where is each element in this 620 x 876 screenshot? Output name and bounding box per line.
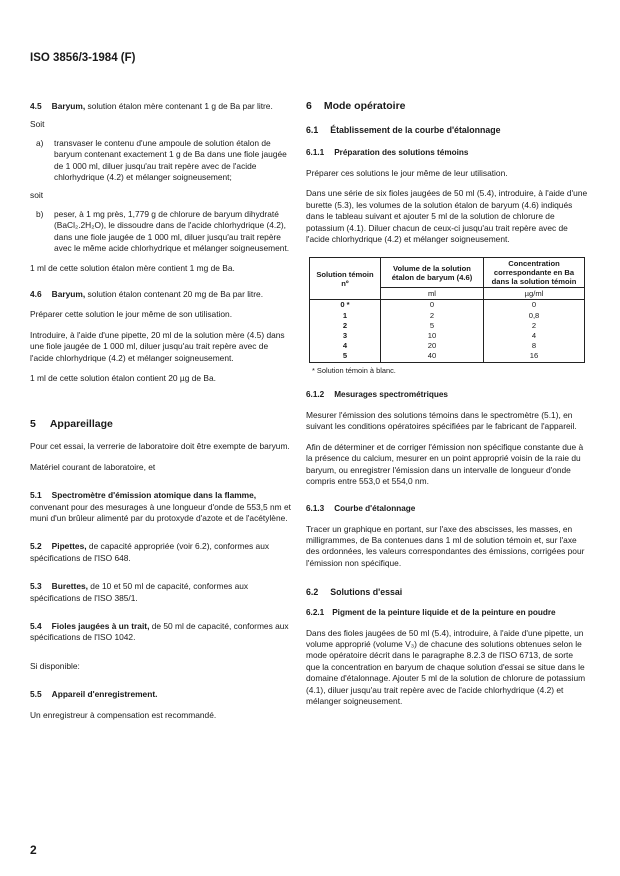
section-5-3 <box>30 581 292 604</box>
paragraph: Préparer ces solutions le jour même de leur utilisation. <box>306 168 508 178</box>
table-cell: 3 <box>310 331 381 341</box>
section-title: Appareillage <box>49 418 113 431</box>
paragraph: 1 ml de cette solution étalon contient 20 µg de Ba. <box>30 372 216 383</box>
page-number: 2 <box>30 843 37 857</box>
list-item-a <box>30 138 292 184</box>
table-row <box>310 331 585 341</box>
table-header-concentration: Concentration correspondante en Ba dans la solution témoin <box>484 258 585 288</box>
table-cell: 2 <box>484 321 585 331</box>
table-header-volume: Volume de la solution étalon de baryum (4.6) <box>381 258 484 288</box>
section-text: de 10 et 50 ml de capacité, conformes aux spécifications de l'ISO 385/1. <box>30 581 249 603</box>
table-cell: 5 <box>381 321 484 331</box>
section-title: Mesurages spectrométriques <box>334 390 448 400</box>
table-cell: 5 <box>310 351 381 362</box>
table-cell: 0,8 <box>484 311 585 321</box>
paragraph: Si disponible: <box>30 660 80 671</box>
section-title: Pipettes, <box>51 541 87 552</box>
paragraph: Mesurer l'émission des solutions témoins dans le spectromètre (5.1), en suivant les conditions opératoires spécifiées par le fabricant de l'appareil. <box>306 410 577 432</box>
paragraph: Dans une série de six fioles jaugées de 50 ml (5.4), introduire, à l'aide d'une burette (5.3), les volumes de la solution étalon de baryum (4.6) indiqués dans le tableau suivant et ajouter 5 ml de la solution de chlorure de potassium (4.1). Diluer chacun de ceux-ci jusqu'au trait repère avec de l'acide chlorhydrique (4.2) et mélanger soigneusement. <box>306 188 588 245</box>
section-number: 5.2 <box>30 541 42 552</box>
table-cell: 40 <box>381 351 484 362</box>
section-number: 6.2 <box>306 587 319 598</box>
table-cell: 0 <box>381 300 484 311</box>
item-text: transvaser le contenu d'une ampoule de solution étalon de baryum contenant exactement 1 g de Ba dans une fiole jaugée de 1 000 ml, diluer jusqu'au trait repère avec de l'acide chlorhydrique (4.2) et mélanger soigneusement; <box>54 137 287 183</box>
calibration-table <box>309 257 585 362</box>
section-number: 5.4 <box>30 620 42 631</box>
table-row <box>310 321 585 331</box>
section-text: solution étalon mère contenant 1 g de Ba par litre. <box>87 101 273 111</box>
section-5-5 <box>30 689 292 700</box>
section-number: 6.1.2 <box>306 390 325 400</box>
section-text: de 50 ml de capacité, conformes aux spécifications de l'ISO 1042. <box>30 620 289 643</box>
table-unit-concentration: µg/ml <box>484 288 585 300</box>
paragraph: soit <box>30 190 44 201</box>
table-cell: 8 <box>484 341 585 351</box>
paragraph: Afin de déterminer et de corriger l'émission non spécifique constante due à la présence du calcium, mesurer en un point approprié voisin de la raie du baryum, ou enregistrer l'émission dans un intervalle de longueur d'onde compris entre 553,0 et 554,0 nm. <box>306 441 584 487</box>
section-title: Préparation des solutions témoins <box>334 148 469 157</box>
section-title: Appareil d'enregistrement. <box>51 689 158 700</box>
section-6-2-1-heading <box>306 608 588 619</box>
item-text: peser, à 1 mg près, 1,779 g de chlorure de baryum dihydraté (BaCl₂.2H₂O), le dissoudre dans de l'acide chlorhydrique (4.2), dans une fiole jaugée de 1 000 ml, diluer jusqu'au trait repère avec le même acide chlorhydrique et mélanger soigneusement. <box>54 208 290 254</box>
section-number: 4.5 <box>30 101 42 111</box>
section-title: Baryum, <box>51 101 86 111</box>
right-column <box>306 100 588 707</box>
paragraph: Soit <box>30 119 45 130</box>
table-cell: 0 <box>484 300 585 311</box>
section-number: 6 <box>306 100 312 112</box>
table-cell: 4 <box>310 341 381 351</box>
table-cell: 1 <box>310 311 381 321</box>
section-title: Pigment de la peinture liquide et de la peinture en poudre <box>332 608 556 618</box>
paragraph: Pour cet essai, la verrerie de laboratoire doit être exempte de baryum. <box>30 441 290 452</box>
section-number: 6.1.1 <box>306 148 325 157</box>
section-title: Mode opératoire <box>323 100 406 112</box>
section-5-4 <box>30 621 292 644</box>
section-4-6 <box>30 289 292 300</box>
item-label: a) <box>36 137 44 148</box>
section-5-2 <box>30 541 292 564</box>
section-title: Burettes, <box>51 581 88 592</box>
section-number: 6.2.1 <box>306 608 325 618</box>
section-number: 6.1 <box>306 125 319 135</box>
table-cell: 16 <box>484 351 585 362</box>
paragraph: Matériel courant de laboratoire, et <box>30 461 156 472</box>
left-column <box>30 101 292 721</box>
section-title: Courbe d'étalonnage <box>334 503 416 513</box>
list-item-b <box>30 209 292 255</box>
section-6-1-heading <box>306 125 588 135</box>
section-title: Spectromètre d'émission atomique dans la flamme, <box>51 490 257 501</box>
table-cell: 2 <box>381 311 484 321</box>
section-5-heading <box>30 418 292 430</box>
table-row <box>310 341 585 351</box>
paragraph: Tracer un graphique en portant, sur l'axe des abscisses, les masses, en milligrammes, de Ba contenues dans 1 ml de solution témoin et, sur l'axe des ordonnées, les valeurs correspondantes des émissions, corrigées pour l'émission non spécifique. <box>306 523 585 568</box>
section-text: convenant pour des mesurages à une longueur d'onde de 553,5 nm et muni d'un brûleur alimenté par du protoxyde d'azote et de l'acétylène. <box>30 501 291 523</box>
table-row <box>310 300 585 311</box>
paragraph: Un enregistreur à compensation est recommandé. <box>30 709 217 720</box>
section-6-1-3-heading <box>306 504 588 513</box>
paragraph: Introduire, à l'aide d'une pipette, 20 ml de la solution mère (4.5) dans une fiole jaugée de 1 000 ml, diluer jusqu'au trait repère avec de l'acide chlorhydrique (4.2) et mélanger soigneusement. <box>30 329 285 363</box>
table-header-solution: Solution témoin nº <box>310 258 381 300</box>
section-number: 5 <box>30 418 36 431</box>
table-cell: 0 * <box>310 300 381 311</box>
section-title: Solutions d'essai <box>330 587 403 598</box>
section-4-5 <box>30 101 292 112</box>
section-number: 5.5 <box>30 689 42 700</box>
table-cell: 4 <box>484 331 585 341</box>
table-cell: 2 <box>310 321 381 331</box>
paragraph: Dans des fioles jaugées de 50 ml (5.4), introduire, à l'aide d'une pipette, un volume approprié (volume V₃) de chacune des solutions obtenues selon le mode opératoire décrit dans le paragraphe 8.2.3 de l'ISO 6713, de sorte que la concentration en baryum de chaque solution d'essai se situe dans le domaine d'étalonnage. Ajouter 5 ml de la solution de chlorure de potassium (4.1), diluer jusqu'au trait repère avec de l'acide chlorhydrique (4.2) et mélanger soigneusement. <box>306 627 586 707</box>
table-cell: 20 <box>381 341 484 351</box>
section-number: 5.3 <box>30 581 42 592</box>
table-footnote: * Solution témoin à blanc. <box>312 365 396 375</box>
section-6-1-2-heading <box>306 390 588 399</box>
section-number: 5.1 <box>30 490 42 501</box>
standard-header: ISO 3856/3-1984 (F) <box>30 52 136 64</box>
section-title: Fioles jaugées à un trait, <box>51 620 150 631</box>
section-6-heading <box>306 100 588 112</box>
section-6-2-heading <box>306 587 588 597</box>
table-unit-volume: ml <box>381 288 484 300</box>
paragraph: Préparer cette solution le jour même de son utilisation. <box>30 309 233 320</box>
section-6-1-1-heading <box>306 148 588 157</box>
table-row <box>310 351 585 362</box>
section-5-1 <box>30 490 292 524</box>
section-number: 4.6 <box>30 288 42 299</box>
section-title: Baryum, <box>51 288 86 299</box>
table-cell: 10 <box>381 331 484 341</box>
item-label: b) <box>36 208 44 219</box>
section-text: solution étalon contenant 20 mg de Ba par litre. <box>87 288 264 299</box>
paragraph: 1 ml de cette solution étalon mère contient 1 mg de Ba. <box>30 263 235 274</box>
section-text: de capacité appropriée (voir 6.2), conformes aux spécifications de l'ISO 648. <box>30 541 270 563</box>
table-row <box>310 311 585 321</box>
section-number: 6.1.3 <box>306 503 325 513</box>
section-title: Établissement de la courbe d'étalonnage <box>330 125 501 135</box>
